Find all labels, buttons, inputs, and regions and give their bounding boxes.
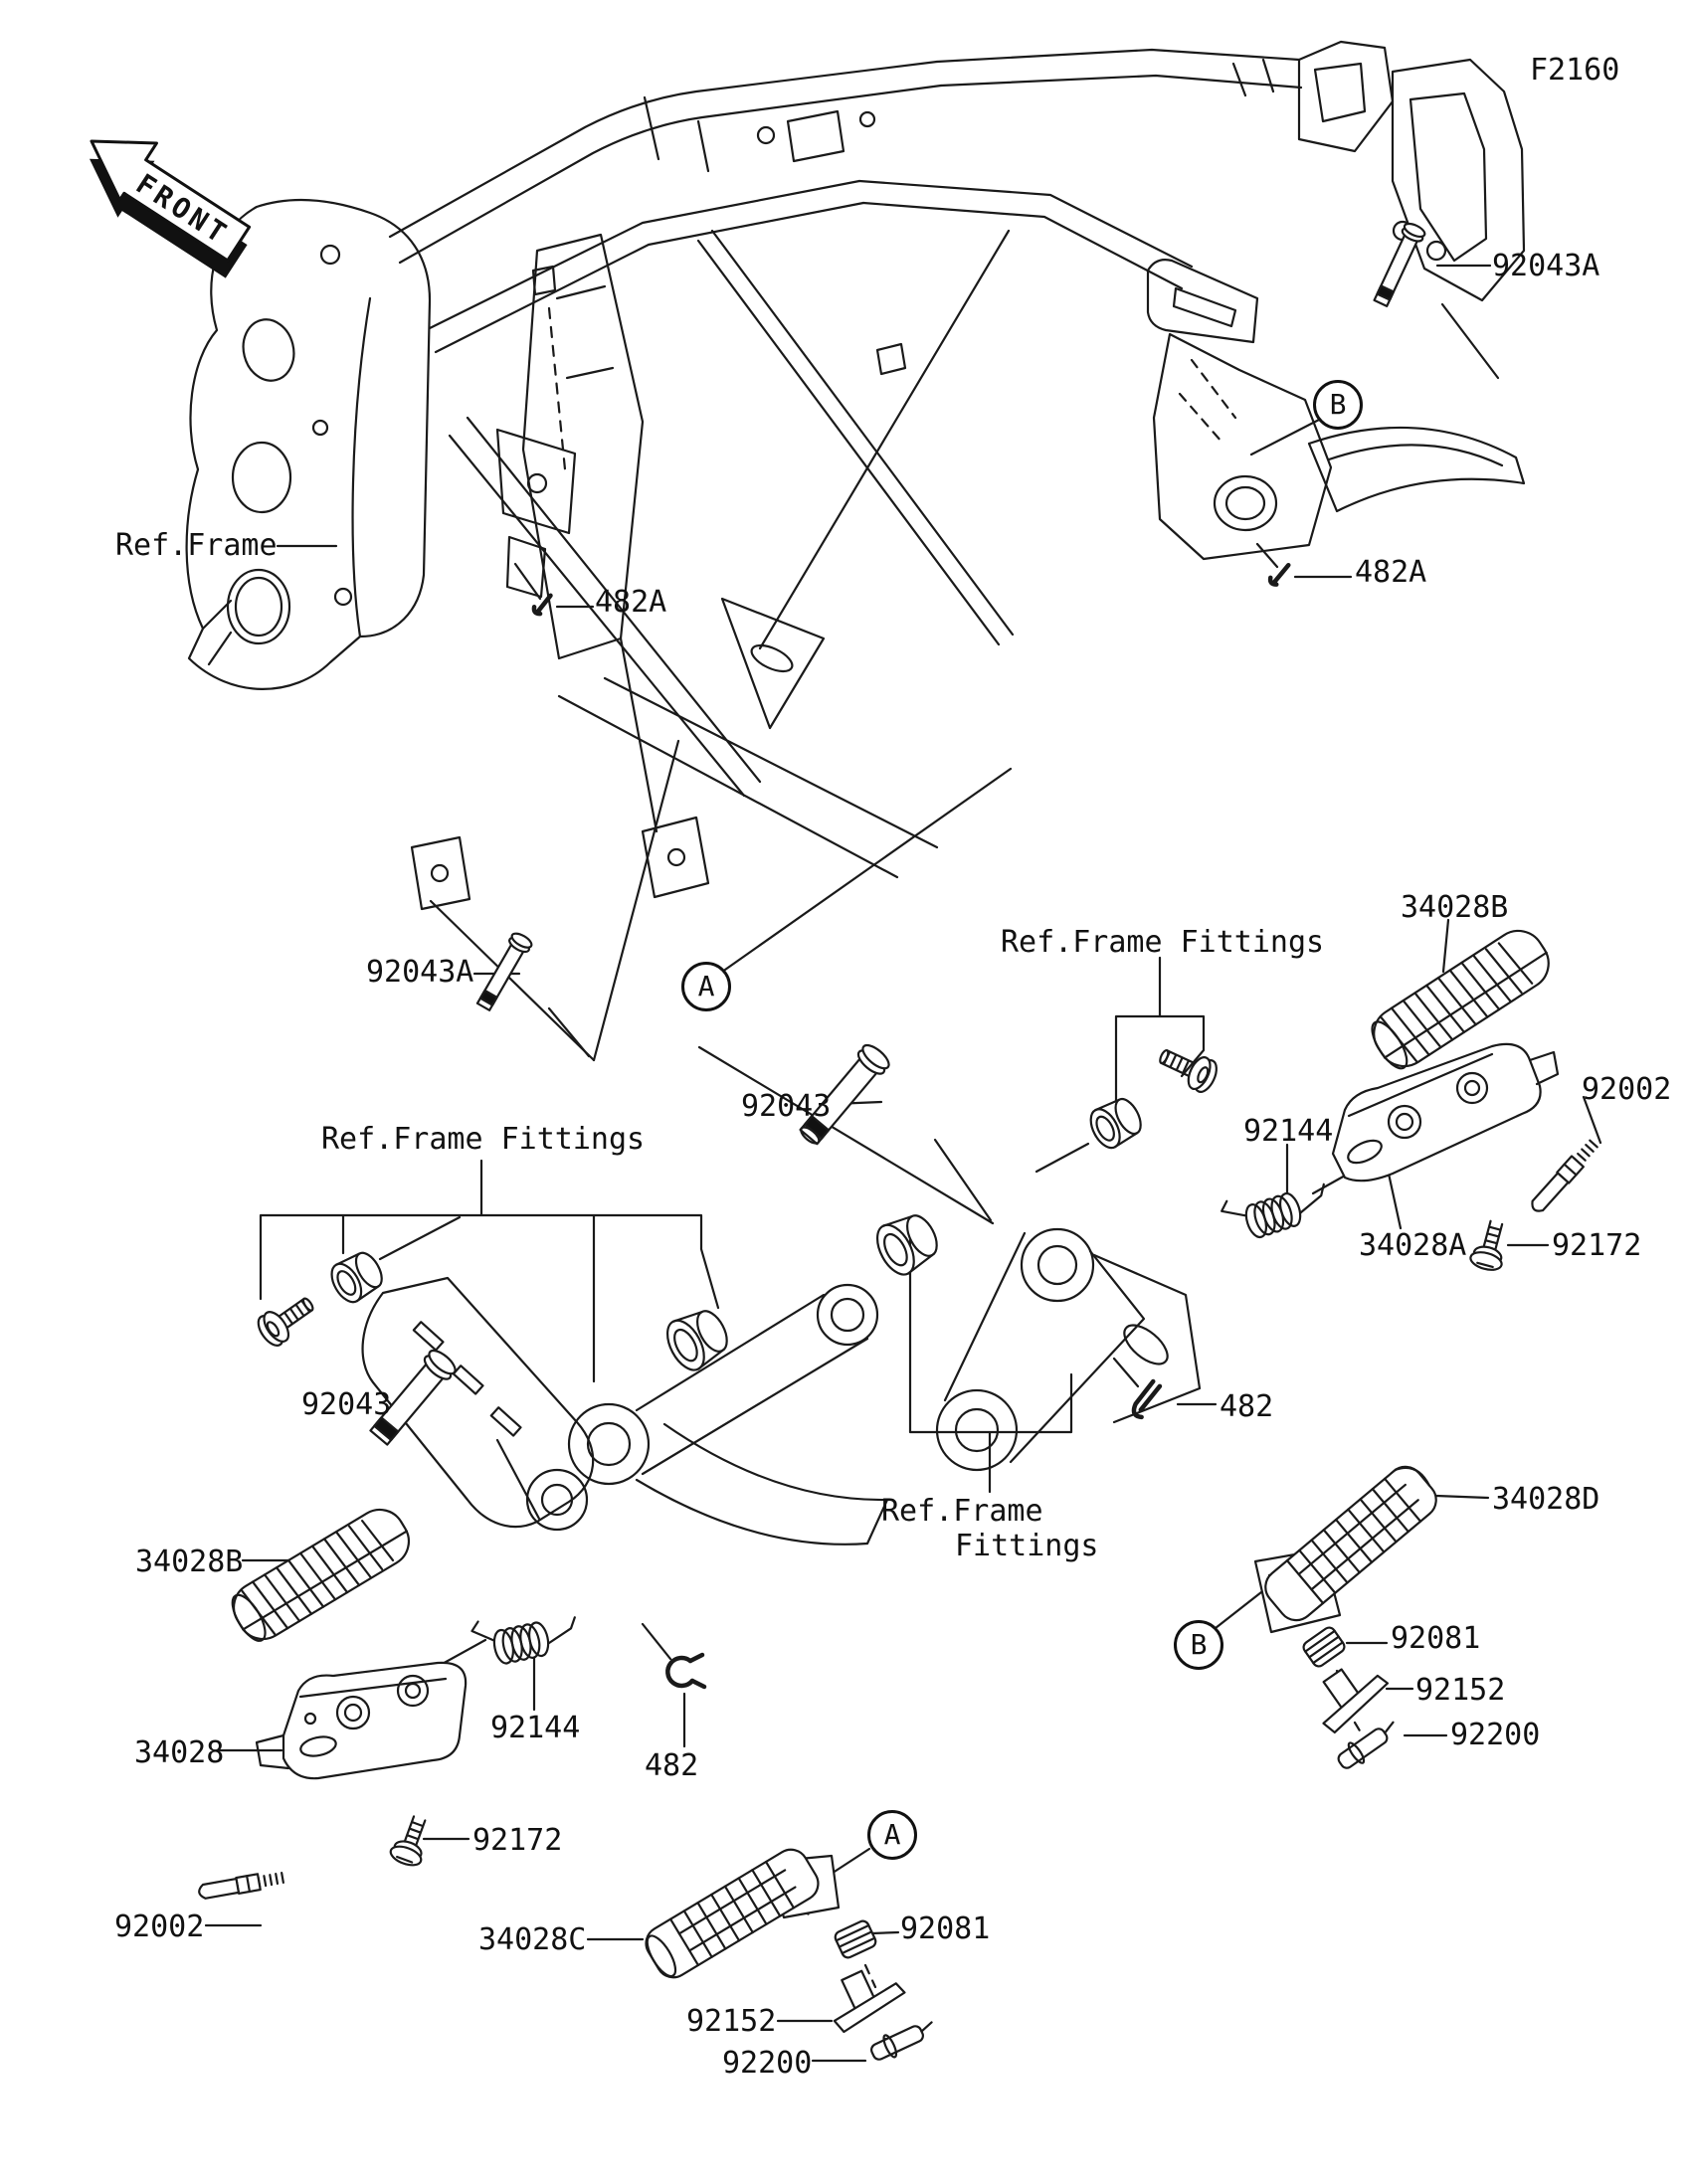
spring-92081-right-art: [1301, 1625, 1347, 1669]
view-badge-a-bottom: A: [867, 1810, 917, 1860]
part-label-482-left: 482: [645, 1748, 699, 1783]
joint-92152-bottom-art: [821, 1958, 909, 2034]
view-badge-b-top: B: [1313, 380, 1363, 430]
pin-92043a-top-art: [1371, 221, 1426, 307]
part-label-92152-right: 92152: [1415, 1673, 1506, 1708]
part-label-92200-bottom: 92200: [722, 2046, 813, 2081]
part-label-92043a-left: 92043A: [366, 955, 474, 990]
screw-92172-right-art: [1468, 1218, 1511, 1273]
ref-frame-fittings-right-label: Ref.Frame Fittings: [1001, 925, 1325, 960]
part-label-92081-right: 92081: [1391, 1621, 1481, 1656]
view-badge-a-mid: A: [681, 962, 731, 1011]
part-label-92200-right: 92200: [1450, 1718, 1541, 1752]
part-label-92144-right: 92144: [1243, 1114, 1334, 1149]
bolt-92002-right-art: [1529, 1139, 1599, 1215]
front-arrow-label: FRONT: [129, 167, 236, 252]
part-label-34028c: 34028C: [478, 1922, 587, 1957]
part-label-482-mid: 482: [1220, 1389, 1274, 1424]
fitting-collar-right-art: [1085, 1093, 1147, 1153]
spring-92144-left-art: [470, 1602, 581, 1670]
footrest-holder-34028a-art: [1333, 1044, 1558, 1181]
part-label-92043-left: 92043: [301, 1387, 392, 1422]
part-label-482a-mid: 482A: [595, 585, 667, 620]
part-label-92043a-top: 92043A: [1492, 249, 1600, 283]
fitting-screw-left-art: [254, 1289, 320, 1350]
bushing-center-left-art: [659, 1302, 735, 1375]
page-code-label: F2160: [1530, 53, 1620, 88]
cotter-482-mid-art: [1126, 1380, 1167, 1419]
bushing-center-right-art: [869, 1206, 945, 1280]
pin-92043a-left-art: [473, 931, 533, 1012]
part-label-34028: 34028: [134, 1735, 225, 1770]
ref-frame-fittings-bottom-line1: Ref.Frame: [881, 1494, 1043, 1529]
view-badge-b-bottom: B: [1174, 1620, 1223, 1670]
part-label-34028d: 34028D: [1492, 1482, 1600, 1517]
footrest-rubber-left-art: [225, 1501, 418, 1649]
clip-482-left-art: [667, 1655, 704, 1687]
pin-92200-bottom-art: [867, 2015, 938, 2065]
part-label-34028b-right: 34028B: [1401, 890, 1509, 925]
bolt-92002-left-art: [198, 1870, 283, 1901]
part-label-482a-right: 482A: [1355, 555, 1427, 590]
part-label-92144-left: 92144: [490, 1711, 581, 1745]
screw-92172-left-art: [388, 1813, 434, 1869]
spring-92144-right-art: [1220, 1171, 1334, 1246]
frame-art: [187, 42, 1524, 909]
spring-92081-bottom-art: [834, 1919, 877, 1960]
part-label-34028b-left: 34028B: [135, 1545, 244, 1579]
front-arrow-icon: [65, 112, 267, 284]
part-label-92002-right: 92002: [1582, 1072, 1672, 1107]
part-label-34028a: 34028A: [1359, 1228, 1467, 1263]
footpeg-34028d-art: [1258, 1459, 1444, 1628]
part-label-92081-bottom: 92081: [900, 1911, 991, 1946]
part-label-92043-mid: 92043: [741, 1089, 832, 1124]
part-label-92172-left: 92172: [472, 1823, 563, 1858]
part-label-92002-left: 92002: [114, 1910, 205, 1944]
ref-frame-fittings-left-label: Ref.Frame Fittings: [321, 1122, 646, 1157]
part-label-92172-right: 92172: [1552, 1228, 1642, 1263]
ref-frame-fittings-bottom-line2: Fittings: [955, 1529, 1099, 1563]
footrest-rubber-right-art: [1364, 921, 1558, 1076]
cotter-482a-right-art: [1268, 565, 1293, 586]
part-label-92152-bottom: 92152: [686, 2004, 777, 2039]
ref-frame-label: Ref.Frame: [115, 528, 278, 563]
footrest-holder-34028-art: [257, 1663, 466, 1778]
